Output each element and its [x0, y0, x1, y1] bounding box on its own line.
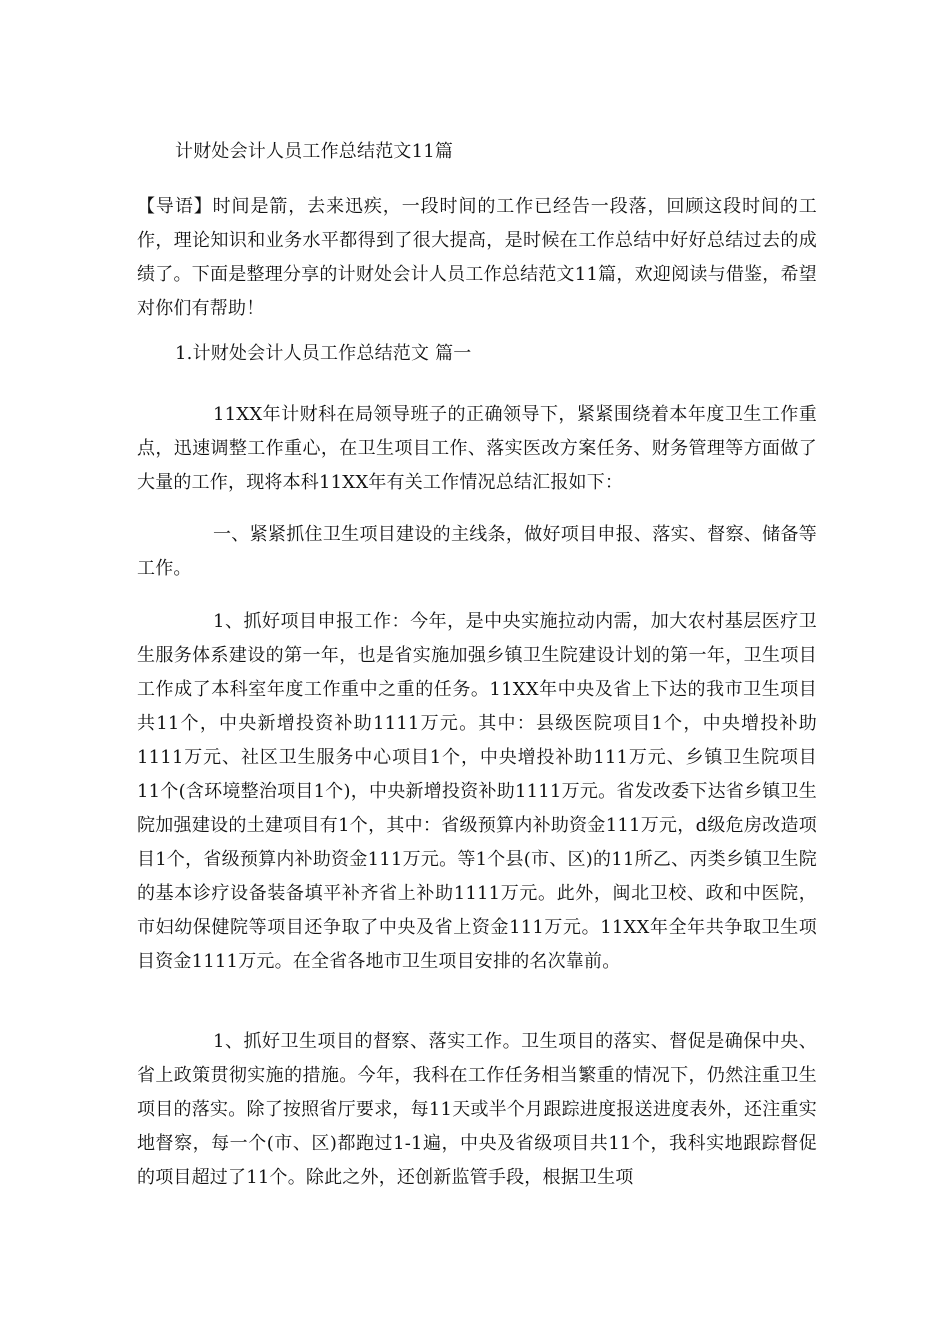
body-paragraph: 11XX年计财科在局领导班子的正确领导下，紧紧围绕着本年度卫生工作重点，迅速调整工作重心，在卫生项目工作、落实医改方案任务、财务管理等方面做了大量的工作，现将本科11XX年有关工作情况总结汇报如下：	[137, 404, 817, 493]
body-paragraph: 一、紧紧抓住卫生项目建设的主线条，做好项目申报、落实、督察、储备等工作。	[137, 524, 817, 579]
document-title: 计财处会计人员工作总结范文11篇	[175, 141, 454, 162]
section-heading: 1.计财处会计人员工作总结范文 篇一	[175, 343, 472, 364]
body-paragraph: 1、抓好项目申报工作：今年，是中央实施拉动内需，加大农村基层医疗卫生服务体系建设的第一年，也是省实施加强乡镇卫生院建设计划的第一年，卫生项目工作成了本科室年度工作重中之重的任务。11XX年中央及省上下达的我市卫生项目共11个，中央新增投资补助1111万元。其中：县级医院项目1个，中央增投补助1111万元、社区卫生服务中心项目1个，中央增投补助111万元、乡镇卫生院项目11个(含环境整治项目1个)，中央新增投资补助1111万元。省发改委下达省乡镇卫生院加强建设的土建项目有1个，其中：省级预算内补助资金111万元，d级危房改造项目1个，省级预算内补助资金111万元。等1个县(市、区)的11所乙、丙类乡镇卫生院的基本诊疗设备装备填平补齐省上补助1111万元。此外，闽北卫校、政和中医院，市妇幼保健院等项目还争取了中央及省上资金111万元。11XX年全年共争取卫生项目资金1111万元。在全省各地市卫生项目安排的名次靠前。	[137, 611, 817, 972]
intro-paragraph: 【导语】时间是箭，去来迅疾，一段时间的工作已经告一段落，回顾这段时间的工作，理论知识和业务水平都得到了很大提高，是时候在工作总结中好好总结过去的成绩了。下面是整理分享的计财处会计人员工作总结范文11篇，欢迎阅读与借鉴，希望对你们有帮助！	[137, 196, 817, 319]
body-paragraph: 1、抓好卫生项目的督察、落实工作。卫生项目的落实、督促是确保中央、省上政策贯彻实施的措施。今年，我科在工作任务相当繁重的情况下，仍然注重卫生项目的落实。除了按照省厅要求，每11天或半个月跟踪进度报送进度表外，还注重实地督察，每一个(市、区)都跑过1-1遍，中央及省级项目共11个，我科实地跟踪督促的项目超过了11个。除此之外，还创新监管手段，根据卫生项	[137, 1031, 817, 1188]
